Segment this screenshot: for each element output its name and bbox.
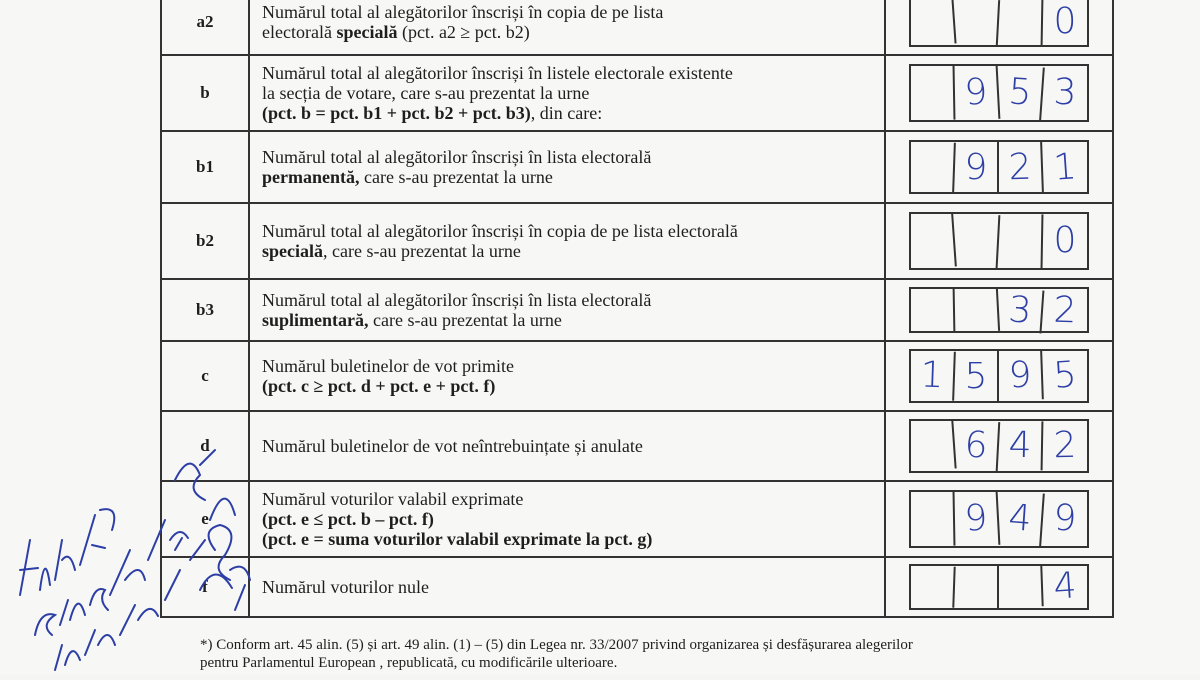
handwritten-digit: [909, 420, 956, 472]
description-bold-text: suplimentară,: [262, 310, 369, 330]
description-line: [262, 103, 874, 123]
description-line: [262, 22, 874, 42]
description-text: (pct. e = suma voturilor valabil exprimate la pct. g): [262, 529, 653, 549]
handwritten-digit: 3: [1052, 72, 1078, 114]
description-text: Numărul voturilor nule: [262, 577, 429, 597]
vote-count-table: [160, 0, 1114, 618]
description-bold-text: specială: [262, 241, 323, 261]
row-code: b3: [162, 280, 250, 340]
description-text-tail: care s-au prezentat la urne: [359, 167, 553, 187]
handwritten-digit: 5: [1052, 354, 1078, 398]
footnote: [200, 636, 1120, 672]
digit-boxes-area: [886, 482, 1112, 556]
description-line: [262, 577, 874, 597]
description-text: electorală: [262, 22, 337, 42]
digit-boxes: [909, 287, 1089, 334]
row-code: e: [162, 482, 250, 556]
handwritten-digit: [911, 492, 956, 546]
description-line: [262, 509, 874, 529]
handwritten-digit: [911, 288, 956, 332]
table-row: [160, 412, 1114, 482]
handwritten-digit: 9: [954, 65, 1001, 121]
description-line: [262, 436, 874, 456]
description-line: [262, 310, 874, 330]
row-description: [250, 482, 886, 556]
description-text-tail: care s-au prezentat la urne: [368, 310, 562, 330]
table-row: [160, 132, 1114, 204]
handwritten-digit: 2: [998, 141, 1044, 193]
handwritten-digit: 4: [1052, 565, 1078, 609]
handwritten-digit: 0: [1053, 220, 1077, 262]
row-code: b1: [162, 132, 250, 202]
table-row: [160, 342, 1114, 412]
table-row: [160, 280, 1114, 342]
handwritten-digit: 0: [1053, 1, 1077, 43]
description-line: [262, 167, 874, 187]
description-line: [262, 221, 874, 241]
handwritten-digit: 1: [1052, 145, 1078, 189]
description-line: [262, 290, 874, 310]
handwritten-digit: 9: [998, 351, 1044, 402]
handwritten-digit: [954, 213, 1001, 269]
description-text: (pct. c ≥ pct. d + pct. e + pct. f): [262, 376, 496, 396]
row-code: b: [162, 56, 250, 130]
description-text: Numărul total al alegătorilor înscriși în copia de pe lista electorală: [262, 221, 738, 241]
digit-boxes-area: [886, 412, 1112, 480]
digit-boxes: [909, 490, 1089, 548]
description-line: [262, 489, 874, 509]
description-text: Numărul buletinelor de vot neîntrebuințate și anulate: [262, 436, 643, 456]
description-text: la secția de votare, care s-au prezentat la urne: [262, 83, 590, 103]
handwritten-digit: [909, 0, 956, 46]
digit-boxes-area: [886, 558, 1112, 616]
handwritten-digit: 6: [954, 420, 1001, 471]
handwritten-digit: [954, 0, 1000, 46]
description-text-tail: , din care:: [530, 103, 603, 123]
row-code: f: [162, 558, 250, 616]
digit-boxes: [909, 212, 1089, 270]
row-description: [250, 132, 886, 202]
footnote-line-1: *) Conform art. 45 alin. (5) și art. 49 alin. (1) – (5) din Legea nr. 33/2007 privind organizarea și desfășurarea alegerilor: [200, 637, 913, 653]
row-code: d: [162, 412, 250, 480]
handwritten-digit: [954, 287, 1000, 332]
handwritten-digit: [909, 213, 957, 270]
handwritten-digit: 5: [997, 65, 1045, 122]
row-code: a2: [162, 0, 250, 54]
description-line: [262, 147, 874, 167]
description-text-tail: , care s-au prezentat la urne: [323, 241, 521, 261]
row-description: [250, 412, 886, 480]
digit-boxes: [909, 140, 1089, 195]
description-line: [262, 376, 874, 396]
table-row: [160, 56, 1114, 132]
handwritten-digit: 9: [1052, 498, 1078, 540]
handwritten-digit: 4: [999, 421, 1044, 471]
digit-boxes: [909, 64, 1089, 122]
row-description: [250, 204, 886, 278]
description-line: [262, 356, 874, 376]
description-line: [262, 241, 874, 261]
row-description: [250, 280, 886, 340]
handwritten-digit: [910, 566, 955, 609]
digit-boxes-area: [886, 342, 1112, 410]
description-line: [262, 83, 874, 103]
row-description: [250, 56, 886, 130]
handwritten-digit: 2: [1053, 425, 1077, 467]
handwritten-digit: 1: [910, 351, 956, 402]
digit-boxes-area: [886, 0, 1112, 54]
row-code: c: [162, 342, 250, 410]
description-text: Numărul total al alegătorilor înscriși în listele electorale existente: [262, 63, 733, 83]
footnote-line-2: pentru Parlamentul European , republicată, cu modificările ulterioare.: [200, 655, 618, 671]
row-description: [250, 342, 886, 410]
description-text-tail: (pct. a2 ≥ pct. b2): [397, 22, 530, 42]
description-bold-text: specială: [336, 22, 398, 42]
row-code: b2: [162, 204, 250, 278]
row-description: [250, 0, 886, 54]
row-description: [250, 558, 886, 616]
handwritten-digit: 9: [954, 491, 1001, 547]
digit-boxes-area: [886, 204, 1112, 278]
description-text: (pct. b = pct. b1 + pct. b2 + pct. b3): [262, 103, 531, 123]
handwritten-digit: 5: [955, 351, 999, 400]
handwritten-digit: 9: [955, 142, 999, 193]
handwritten-digit: [911, 66, 956, 120]
table-row: [160, 558, 1114, 618]
table-row: [160, 482, 1114, 558]
handwritten-digit: [910, 141, 956, 193]
description-text: Numărul total al alegătorilor înscriși în copia de pe lista: [262, 2, 664, 22]
digit-boxes: [909, 349, 1089, 402]
description-bold-text: permanentă,: [262, 167, 360, 187]
description-text: Numărul total al alegătorilor înscriși în lista electorală: [262, 147, 652, 167]
handwritten-digit: [999, 0, 1044, 45]
handwritten-digit: [999, 214, 1044, 268]
table-row: [160, 204, 1114, 280]
handwritten-digit: 3: [998, 287, 1045, 333]
table-row: [160, 0, 1114, 56]
description-line: [262, 63, 874, 83]
description-line: [262, 529, 874, 549]
digit-boxes: [909, 419, 1089, 472]
digit-boxes: [909, 564, 1089, 609]
digit-boxes-area: [886, 132, 1112, 202]
description-text: (pct. e ≤ pct. b – pct. f): [262, 509, 434, 529]
description-line: [262, 2, 874, 22]
digit-boxes-area: [886, 280, 1112, 340]
handwritten-digit: [998, 566, 1043, 609]
description-text: Numărul buletinelor de vot primite: [262, 356, 514, 376]
handwritten-digit: [955, 566, 999, 607]
description-text: Numărul total al alegătorilor înscriși în lista electorală: [262, 290, 652, 310]
handwritten-digit: 2: [1052, 289, 1078, 331]
digit-boxes-area: [886, 56, 1112, 130]
digit-boxes: [909, 0, 1089, 47]
handwritten-digit: 4: [997, 491, 1045, 548]
description-text: Numărul voturilor valabil exprimate: [262, 489, 524, 509]
